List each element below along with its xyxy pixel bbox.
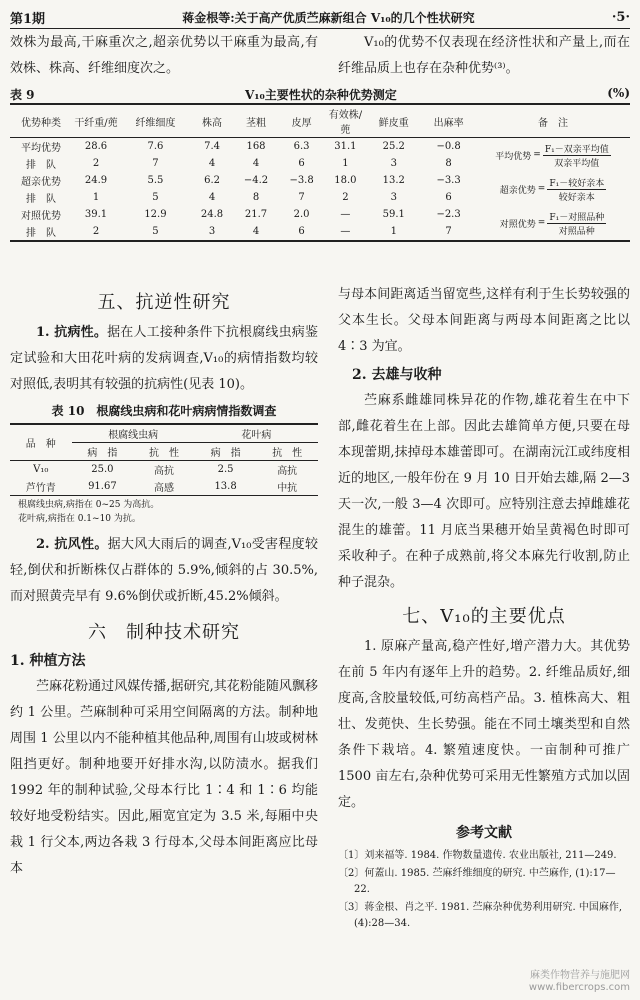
cell: 7 <box>152 158 159 169</box>
subheading-planting: 1. 种植方法 <box>10 653 86 669</box>
row-label: 对照优势 <box>21 211 61 222</box>
row-label: 超亲优势 <box>21 177 61 188</box>
table-title: 表 10 根腐线虫病和花叶病病情指数调查 <box>51 404 277 418</box>
cell: 5 <box>152 192 159 203</box>
bold-lead: 1. 抗病性。 <box>36 325 108 340</box>
cell: — <box>340 209 351 220</box>
col-header: 抗 性 <box>272 448 303 459</box>
table-10 <box>10 402 318 526</box>
formula-name: 平均优势 <box>495 151 532 162</box>
table-note: 根腐线虫病,病指在 0~25 为高抗。 <box>18 500 160 510</box>
cell: 18.0 <box>334 175 357 186</box>
cell: 4 <box>252 226 260 237</box>
bold-lead: 2. 抗风性。 <box>36 537 108 552</box>
cell: 2 <box>92 226 100 237</box>
paragraph: 苎麻系雌雄同株异花的作物,雄花着生在中下部,雌花着生在上部。因此去雄简单方便,只要在母本现蕾期,抹掉母本雄蕾即可。在湖南沅江或纬度相近的地区,一般年份在 9 月 10 日开始去雄,隔 2—3 天一次,一般 3—4 次即可。应特别注意去掉雌雄花混生的雄蕾。11 月底当果穗开始呈黄褐色时即可采收种子。在种子成熟前,将父本麻先行收割,防止种子混杂。 <box>338 393 630 590</box>
cell: 12.9 <box>144 209 167 220</box>
formula-denominator: 双亲平均值 <box>554 158 600 169</box>
cell: 8 <box>445 158 452 169</box>
col-header: 茎粗 <box>246 117 266 129</box>
paragraph: 苎麻花粉通过风媒传播,据研究,其花粉能随风飘移约 1 公里。苎麻制种可采用空间隔离的方法。制种地周围 1 公里以内不能种植其他品种,周围有山坡或树林阻挡更好。制种地要开好排水沟,以防渍水。据我们 1992 年的制种试验,父母本行比 1∶4 和 1∶6 均能较好地受粉结实。因此,厢宽宜定为 3.5 米,每厢中央栽 1 行父本,两边各栽 3 行母本,父母本间距离应比母本 <box>10 679 318 876</box>
watermark-url: www.fibercrops.com <box>528 982 630 993</box>
cell: 7.4 <box>204 141 220 152</box>
paragraph <box>10 320 318 398</box>
running-header <box>10 6 630 29</box>
page-number: ·5· <box>611 9 630 25</box>
cell: 4 <box>208 192 216 203</box>
cell: 24.8 <box>200 209 224 220</box>
cell: 高抗 <box>277 466 298 477</box>
table-header-row <box>10 104 630 138</box>
cell: — <box>340 226 351 237</box>
formula-name: 超亲优势 <box>499 185 536 196</box>
table-note: 花叶病,病指在 0.1~10 为抗。 <box>18 514 141 524</box>
col-header: 病 指 <box>87 448 118 459</box>
cell: 21.7 <box>244 209 268 220</box>
cell: 5 <box>152 226 159 237</box>
col-header: 优势种类 <box>21 117 61 129</box>
cell: 3 <box>390 158 397 169</box>
cell: −4.2 <box>243 175 269 186</box>
table-row <box>10 478 318 496</box>
left-column <box>10 282 318 882</box>
cell: −0.8 <box>436 141 461 152</box>
disease-index-table <box>10 423 318 496</box>
row-label: V₁₀ <box>33 464 49 475</box>
note-formula: 平均优势 = $\frac{\text{F₁－双亲平均值}}{\text{双亲平均值}}$ <box>476 138 630 173</box>
paragraph-text: 据大风大雨后的调查,V₁₀受害程度较轻,倒伏和折断株仅占群体的 5.9%,倾斜的占 30.5%,而对照黄壳早有 9.6%倒伏或折断,45.2%倾斜。 <box>10 537 318 604</box>
col-header: 出麻率 <box>433 117 464 129</box>
cell: 1 <box>342 158 349 169</box>
col-header: 备 注 <box>538 117 568 129</box>
section-heading-7: 七、V₁₀的主要优点 <box>402 606 566 627</box>
paragraph: 效株为最高,干麻重次之,超亲优势以干麻重为最高,有效株、株高、纤维细度次之。 <box>10 35 318 76</box>
formula-numerator: F₁－较好亲本 <box>547 176 606 190</box>
table-unit: (%) <box>607 86 630 100</box>
cell: 6 <box>445 192 452 203</box>
cell: 3 <box>208 226 216 237</box>
cell: 168 <box>246 141 266 152</box>
col-header: 皮厚 <box>291 117 312 129</box>
subheading-castration: 2. 去雄与收种 <box>352 367 442 383</box>
cell: 2 <box>92 158 100 169</box>
site-watermark <box>529 970 630 994</box>
section-heading-5: 五、抗逆性研究 <box>97 292 231 313</box>
table-row <box>10 172 630 189</box>
cell: 6 <box>298 158 305 169</box>
formula-name: 对照优势 <box>499 219 536 230</box>
cell: 59.1 <box>382 209 405 220</box>
col-header: 品 种 <box>25 439 56 450</box>
references-heading: 参考文献 <box>456 825 512 841</box>
table-title: V₁₀主要性状的杂种优势测定 <box>244 88 397 102</box>
row-label: 排 队 <box>26 160 56 171</box>
formula-numerator: F₁－对照品种 <box>547 210 606 224</box>
references <box>338 822 630 932</box>
col-header: 有效株/蔸 <box>328 110 363 136</box>
table-notes <box>18 498 318 526</box>
table-group-row <box>10 424 318 443</box>
table-label: 表 9 <box>10 88 35 102</box>
issue-number: 第1期 <box>10 11 46 27</box>
row-label: 平均优势 <box>21 143 61 154</box>
paragraph: 1. 原麻产量高,稳产性好,增产潜力大。其优势在前 5 年内有逐年上升的趋势。2. 纤维品质好,细度高,含胶量较低,可纺高档产品。3. 植株高大、粗壮、发蔸快、生长势强。能在不同土壤类型和自然条件下栽培。4. 繁殖速度快。一亩制种可推广 1500 亩左右,杂种优势可采用无性繁殖方式加以固定。 <box>338 639 630 810</box>
formula-denominator: 对照品种 <box>558 226 595 237</box>
cell: 13.8 <box>214 481 237 492</box>
cell: 2.5 <box>217 464 234 475</box>
col-header: 抗 性 <box>148 448 179 459</box>
cell: 13.2 <box>382 175 405 186</box>
cell: 7 <box>445 226 452 237</box>
row-label: 排 队 <box>26 194 56 205</box>
table-9 <box>10 86 630 242</box>
cell: −3.3 <box>436 175 461 186</box>
col-header: 株高 <box>202 117 223 129</box>
col-header: 干纤重/蔸 <box>74 117 118 129</box>
watermark-line: 麻类作物营养与施肥网 <box>530 970 630 981</box>
cell: 24.9 <box>84 175 108 186</box>
right-column <box>338 282 630 934</box>
cell: 8 <box>252 192 260 203</box>
cell: 6.2 <box>204 175 220 186</box>
table-row <box>10 138 630 156</box>
top-right-text <box>338 30 630 82</box>
cell: −2.3 <box>436 209 461 220</box>
note-formula: 超亲优势 = $\frac{\text{F₁－较好亲本}}{\text{较好亲本}}$ <box>476 172 630 206</box>
cell: 25.0 <box>91 464 114 475</box>
top-left-text <box>10 30 318 82</box>
cell: −3.8 <box>289 175 314 186</box>
col-header: 纤维细度 <box>135 117 176 129</box>
heterosis-table <box>10 103 630 242</box>
cell: 7.6 <box>147 141 164 152</box>
note-formula: 对照优势 = $\frac{\text{F₁－对照品种}}{\text{对照品种}}$ <box>476 206 630 241</box>
col-header: 病 指 <box>210 448 241 459</box>
cell: 6.3 <box>293 141 310 152</box>
article-title: 蒋金根等:关于高产优质苎麻新组合 V₁₀的几个性状研究 <box>182 10 475 25</box>
cell: 中抗 <box>277 483 298 494</box>
cell: 39.1 <box>84 209 108 220</box>
group-header: 根腐线虫病 <box>108 430 159 441</box>
group-header: 花叶病 <box>241 430 272 441</box>
formula-denominator: 较好亲本 <box>558 192 595 203</box>
cell: 2.0 <box>293 209 310 220</box>
reference-item: 〔3〕蒋金根、肖之平. 1981. 苎麻杂种优势利用研究. 中国麻作, (4):28—34. <box>338 902 623 929</box>
cell: 7 <box>298 192 305 203</box>
cell: 高感 <box>153 483 174 494</box>
cell: 3 <box>390 192 397 203</box>
cell: 1 <box>92 192 100 203</box>
row-label: 芦竹青 <box>25 483 56 494</box>
paragraph: 与母本间距离适当留宽些,这样有利于生长势较强的父本生长。父母本间距离与两母本间距离之比以 4∶3 为宜。 <box>338 287 630 354</box>
paragraph-text: 据在人工接种条件下抗根腐线虫病鉴定试验和大田花叶病的发病调查,V₁₀的病情指数均较对照低,表明其有较强的抗病性(见表 10)。 <box>10 325 318 392</box>
cell: 4 <box>208 158 216 169</box>
row-label: 排 队 <box>26 228 56 239</box>
cell: 5.5 <box>147 175 164 186</box>
table-row <box>10 461 318 479</box>
reference-item: 〔2〕何蓋山. 1985. 苎麻纤维细度的研究. 中苎麻作, (1):17—22. <box>338 868 616 895</box>
col-header: 鲜皮重 <box>378 117 409 129</box>
cell: 28.6 <box>84 141 108 152</box>
table-row <box>10 206 630 223</box>
paragraph: V₁₀的优势不仅表现在经济性状和产量上,而在纤维品质上也存在杂种优势⁽³⁾。 <box>338 35 630 76</box>
cell: 31.1 <box>334 141 357 152</box>
reference-item: 〔1〕刘来福等. 1984. 作物数量遗传. 农业出版社, 211—249. <box>338 850 617 861</box>
cell: 高抗 <box>153 466 174 477</box>
cell: 6 <box>298 226 305 237</box>
cell: 91.67 <box>88 481 117 492</box>
cell: 25.2 <box>382 141 405 152</box>
paragraph <box>10 532 318 610</box>
formula-numerator: F₁－双亲平均值 <box>543 142 611 156</box>
cell: 4 <box>252 158 260 169</box>
cell: 1 <box>390 226 397 237</box>
section-heading-6: 六 制种技术研究 <box>88 622 240 643</box>
cell: 2 <box>342 192 349 203</box>
